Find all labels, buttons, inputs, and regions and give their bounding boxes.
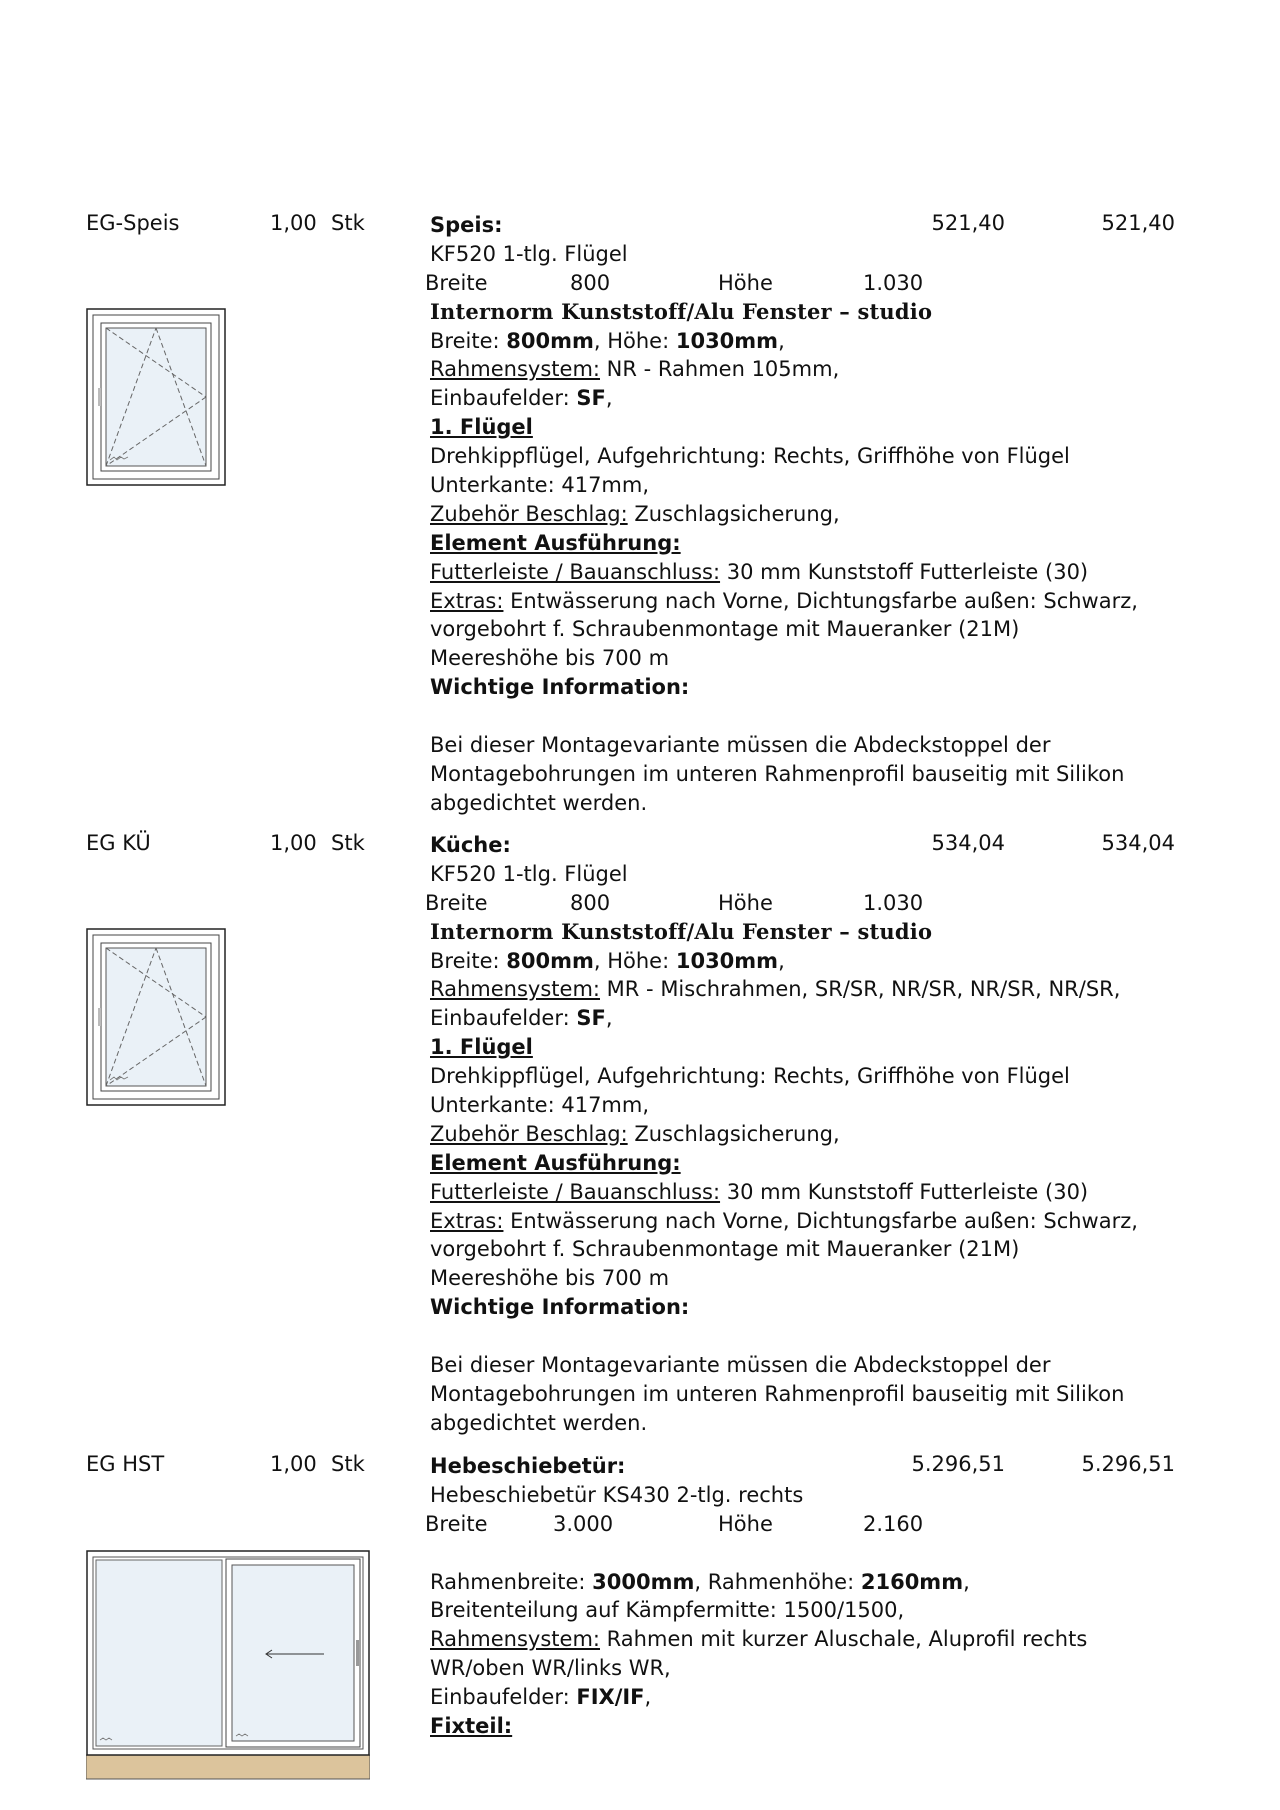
extras-line-2: vorgebohrt f. Schraubenmontage mit Maueranker (21M) (430, 617, 1020, 642)
spacer (430, 702, 1190, 731)
info-line: Montagebohrungen im unteren Rahmenprofil bauseitig mit Silikon (430, 761, 1125, 786)
item-title: Speis: (430, 213, 503, 237)
height-label: Höhe (718, 890, 773, 915)
item-position: EG-Speis (86, 211, 180, 235)
width-label: Breite (425, 270, 488, 295)
item-quantity: 1,00 (270, 1452, 317, 1476)
trim-line: Futterleiste / Bauanschluss: 30 mm Kunststoff Futterleiste (30) (430, 559, 1089, 584)
width-value: 800 (570, 270, 611, 295)
hardware-line: Zubehör Beschlag: Zuschlagsicherung, (430, 501, 840, 526)
item-position: EG HST (86, 1452, 165, 1476)
height-label: Höhe (718, 1511, 773, 1536)
product-heading: Internorm Kunststoff/Alu Fenster – studio (430, 918, 933, 944)
item-description (425, 211, 1190, 818)
sash-line: Drehkippflügel, Aufgehrichtung: Rechts, Griffhöhe von Flügel (430, 1064, 1070, 1089)
info-line: Bei dieser Montagevariante müssen die Abdeckstoppel der (430, 1353, 1051, 1378)
width-label: Breite (425, 1511, 488, 1536)
sash-line: Drehkippflügel, Aufgehrichtung: Rechts, Griffhöhe von Flügel (430, 444, 1070, 469)
item-unit: Stk (331, 211, 365, 235)
window-drawing (86, 928, 226, 1106)
info-line: Montagebohrungen im unteren Rahmenprofil bauseitig mit Silikon (430, 1381, 1125, 1406)
info-heading: Wichtige Information: (430, 675, 690, 700)
dimensions-row (425, 889, 1190, 918)
info-line: Bei dieser Montagevariante müssen die Abdeckstoppel der (430, 733, 1051, 758)
dimensions-row (425, 269, 1190, 298)
altitude-line: Meereshöhe bis 700 m (430, 646, 670, 671)
info-line: abgedichtet werden. (430, 790, 648, 815)
item-description (425, 831, 1190, 1438)
item-unit-price: 534,04 (931, 831, 1005, 855)
execution-heading: Element Ausführung: (430, 530, 681, 555)
item-total-price: 5.296,51 (1081, 1452, 1175, 1476)
trim-line: Futterleiste / Bauanschluss: 30 mm Kunststoff Futterleiste (30) (430, 1179, 1089, 1204)
fields-line: Einbaufelder: SF, (430, 386, 613, 411)
info-line: abgedichtet werden. (430, 1410, 648, 1435)
item-title: Küche: (430, 833, 511, 857)
size-line: Rahmenbreite: 3000mm, Rahmenhöhe: 2160mm, (430, 1569, 970, 1594)
item-unit: Stk (331, 1452, 365, 1476)
height-value: 2.160 (863, 1511, 924, 1536)
info-heading: Wichtige Information: (430, 1295, 690, 1320)
item-subtitle: KF520 1-tlg. Flügel (430, 861, 628, 886)
item-description (425, 1452, 1190, 1741)
width-value: 3.000 (553, 1511, 614, 1536)
item-quantity: 1,00 (270, 831, 317, 855)
item-title: Hebeschiebetür: (430, 1454, 626, 1478)
frame-line: Rahmensystem: MR - Mischrahmen, SR/SR, NR/SR, NR/SR, NR/SR, (430, 977, 1121, 1002)
sash-heading: 1. Flügel (430, 1035, 533, 1060)
sliding-door-drawing (86, 1550, 370, 1780)
extras-line: Extras: Entwässerung nach Vorne, Dichtungsfarbe außen: Schwarz, (430, 1208, 1138, 1233)
width-value: 800 (570, 890, 611, 915)
frame-line: Rahmensystem: NR - Rahmen 105mm, (430, 357, 840, 382)
extras-line-2: vorgebohrt f. Schraubenmontage mit Maueranker (21M) (430, 1237, 1020, 1262)
fields-line: Einbaufelder: SF, (430, 1006, 613, 1031)
item-quantity: 1,00 (270, 211, 317, 235)
sash-heading: 1. Flügel (430, 415, 533, 440)
spacer (430, 1322, 1190, 1351)
fixed-part-heading: Fixteil: (430, 1714, 513, 1739)
sash-line: Unterkante: 417mm, (430, 1093, 650, 1118)
item-position: EG KÜ (86, 831, 151, 855)
altitude-line: Meereshöhe bis 700 m (430, 1266, 670, 1291)
size-line: Breite: 800mm, Höhe: 1030mm, (430, 948, 785, 973)
size-line: Breite: 800mm, Höhe: 1030mm, (430, 328, 785, 353)
spacer (430, 1539, 1190, 1568)
width-label: Breite (425, 890, 488, 915)
height-value: 1.030 (863, 890, 924, 915)
item-unit-price: 521,40 (931, 211, 1005, 235)
hardware-line: Zubehör Beschlag: Zuschlagsicherung, (430, 1121, 840, 1146)
frame-line: Rahmensystem: Rahmen mit kurzer Aluschale, Aluprofil rechts (430, 1627, 1088, 1652)
product-heading: Internorm Kunststoff/Alu Fenster – studio (430, 298, 933, 324)
item-total-price: 534,04 (1101, 831, 1175, 855)
dimensions-row (425, 1510, 1190, 1539)
item-subtitle: KF520 1-tlg. Flügel (430, 241, 628, 266)
fields-line: Einbaufelder: FIX/IF, (430, 1685, 652, 1710)
extras-line: Extras: Entwässerung nach Vorne, Dichtungsfarbe außen: Schwarz, (430, 588, 1138, 613)
division-line: Breitenteilung auf Kämpfermitte: 1500/1500, (430, 1598, 905, 1623)
height-value: 1.030 (863, 270, 924, 295)
item-total-price: 521,40 (1101, 211, 1175, 235)
height-label: Höhe (718, 270, 773, 295)
item-subtitle: Hebeschiebetür KS430 2-tlg. rechts (430, 1482, 804, 1507)
window-drawing (86, 308, 226, 486)
frame-line-2: WR/oben WR/links WR, (430, 1656, 671, 1681)
execution-heading: Element Ausführung: (430, 1150, 681, 1175)
sash-line: Unterkante: 417mm, (430, 473, 650, 498)
item-unit-price: 5.296,51 (911, 1452, 1005, 1476)
item-unit: Stk (331, 831, 365, 855)
